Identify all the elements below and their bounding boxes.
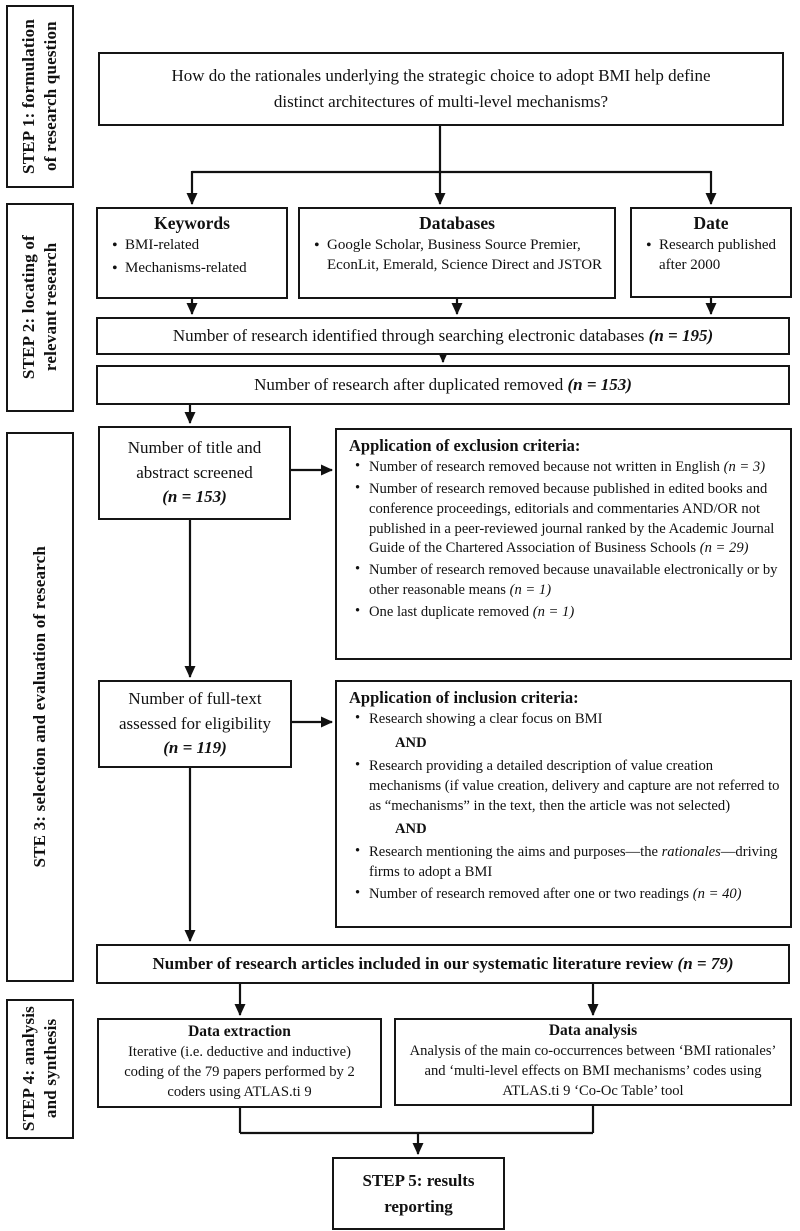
step4-label-line: STEP 4: analysis <box>18 1006 38 1132</box>
data-extraction-text: Iterative (i.e. deductive and inductive) coding of the 79 papers performed by 2 coders using ATLAS.ti 9 <box>124 1044 355 1100</box>
exclusion-criterion-text: Number of research removed because not written in English <box>369 459 724 475</box>
and-connector-label: AND <box>395 734 427 751</box>
inclusion-criterion-text: Research mentioning the aims and purposes—the <box>369 844 662 861</box>
step4-label-line: and synthesis <box>41 1019 60 1119</box>
research-question-box <box>98 52 784 126</box>
keywords-bullet: • BMI-related <box>108 236 280 256</box>
screened-count: (n = 153) <box>162 487 227 507</box>
articles-included-text: Number of research articles included in our systematic literature review <box>152 953 678 973</box>
fulltext-assessed-count: (n = 119) <box>163 738 227 758</box>
fulltext-assessed-text: Number of full-text assessed for eligibility <box>118 689 272 733</box>
duplicates-removed-count: (n = 153) <box>567 374 632 394</box>
screened-box <box>98 426 291 520</box>
records-identified-box <box>96 317 790 355</box>
exclusion-criterion-count: (n = 29) <box>699 540 749 557</box>
duplicates-removed-text: Number of research after duplicated removed <box>254 374 568 394</box>
data-extraction-box <box>97 1018 382 1108</box>
records-identified-text: Number of research identified through searching electronic databases <box>172 325 649 345</box>
step4-sidebar-label <box>6 999 74 1139</box>
inclusion-criterion <box>349 843 780 883</box>
inclusion-criteria-box <box>335 680 792 928</box>
step5-results-text: STEP 5: results reporting <box>362 1171 475 1216</box>
exclusion-criterion <box>349 561 780 601</box>
step1-sidebar-label <box>6 5 74 188</box>
date-box <box>630 207 792 298</box>
inclusion-criterion <box>349 757 780 817</box>
inclusion-criterion-count: (n = 40) <box>692 886 742 903</box>
step2-label-line: relevant research <box>41 243 60 372</box>
exclusion-criterion-text: Number of research removed because published in edited books and conference proceedings, editorials and commentaries AND/OR not published in a peer-reviewed journal ranked by the Academic Journal Guide of the Chartered Association of Business Schools <box>369 480 775 557</box>
step3-label-line: STE 3: selection and evaluation of research <box>29 546 49 868</box>
exclusion-criterion-count: (n = 3) <box>723 459 766 475</box>
inclusion-criterion-text: —driving firms to adopt a BMI <box>369 844 778 881</box>
inclusion-criterion <box>349 710 780 730</box>
and-connector-label: AND <box>395 821 427 838</box>
keywords-bullet: • Mechanisms-related <box>108 259 280 279</box>
databases-title: Databases <box>419 213 495 233</box>
inclusion-criterion-text: Number of research removed after one or two readings <box>369 886 693 903</box>
date-title: Date <box>693 213 729 233</box>
inclusion-criteria-title: Application of inclusion criteria: <box>349 688 579 707</box>
step5-results-box <box>332 1157 505 1230</box>
exclusion-criterion <box>349 458 780 478</box>
data-analysis-title: Data analysis <box>548 1022 638 1040</box>
exclusion-criterion-text: One last duplicate removed <box>369 603 533 620</box>
data-analysis-text: Analysis of the main co-occurrences between ‘BMI rationales’ and ‘multi-level effects on BMI mechanisms’ codes using ATLAS.ti 9 ‘Co-Oc Table’ tool <box>409 1043 777 1099</box>
exclusion-criterion <box>349 480 780 559</box>
research-question-text: How do the rationales underlying the strategic choice to adopt BMI help define distinct architectures of multi-level mechanisms? <box>171 65 711 111</box>
step1-label-line: STEP 1: formulation <box>18 19 38 174</box>
keywords-box <box>96 207 288 299</box>
step3-sidebar-label <box>6 432 74 982</box>
inclusion-criterion-text: Research providing a detailed description of value creation mechanisms (if value creation, delivery and capture are not referred to as “mechanisms” in the text, then the article was not selected) <box>369 757 780 814</box>
duplicates-removed-box <box>96 365 790 405</box>
step1-label-line: of research question <box>41 21 60 172</box>
screened-text: Number of title and abstract screened <box>127 438 262 482</box>
data-extraction-title: Data extraction <box>188 1023 291 1041</box>
databases-box <box>298 207 616 299</box>
fulltext-assessed-box <box>98 680 292 768</box>
records-identified-count: (n = 195) <box>648 325 714 345</box>
databases-bullet: • Google Scholar, Business Source Premier, EconLit, Emerald, Science Direct and JSTOR <box>310 236 608 276</box>
exclusion-criteria-title: Application of exclusion criteria: <box>349 436 581 455</box>
articles-included-count: (n = 79) <box>677 953 734 973</box>
exclusion-criterion-text: Number of research removed because unavailable electronically or by other reasonable means <box>369 562 778 599</box>
articles-included-box <box>96 944 790 984</box>
keywords-title: Keywords <box>154 213 230 233</box>
exclusion-criterion <box>349 603 780 623</box>
step2-sidebar-label <box>6 203 74 412</box>
exclusion-criterion-count: (n = 1) <box>509 582 552 599</box>
exclusion-criterion-count: (n = 1) <box>532 603 575 620</box>
inclusion-criterion-text: Research showing a clear focus on BMI <box>369 711 603 727</box>
step2-label-line: STEP 2: locating of <box>18 235 38 380</box>
inclusion-criterion <box>349 885 780 905</box>
date-bullet: • Research published after 2000 <box>642 236 784 276</box>
exclusion-criteria-box <box>335 428 792 660</box>
inclusion-criterion-emphasis: rationales <box>661 844 721 861</box>
data-analysis-box <box>394 1018 792 1106</box>
